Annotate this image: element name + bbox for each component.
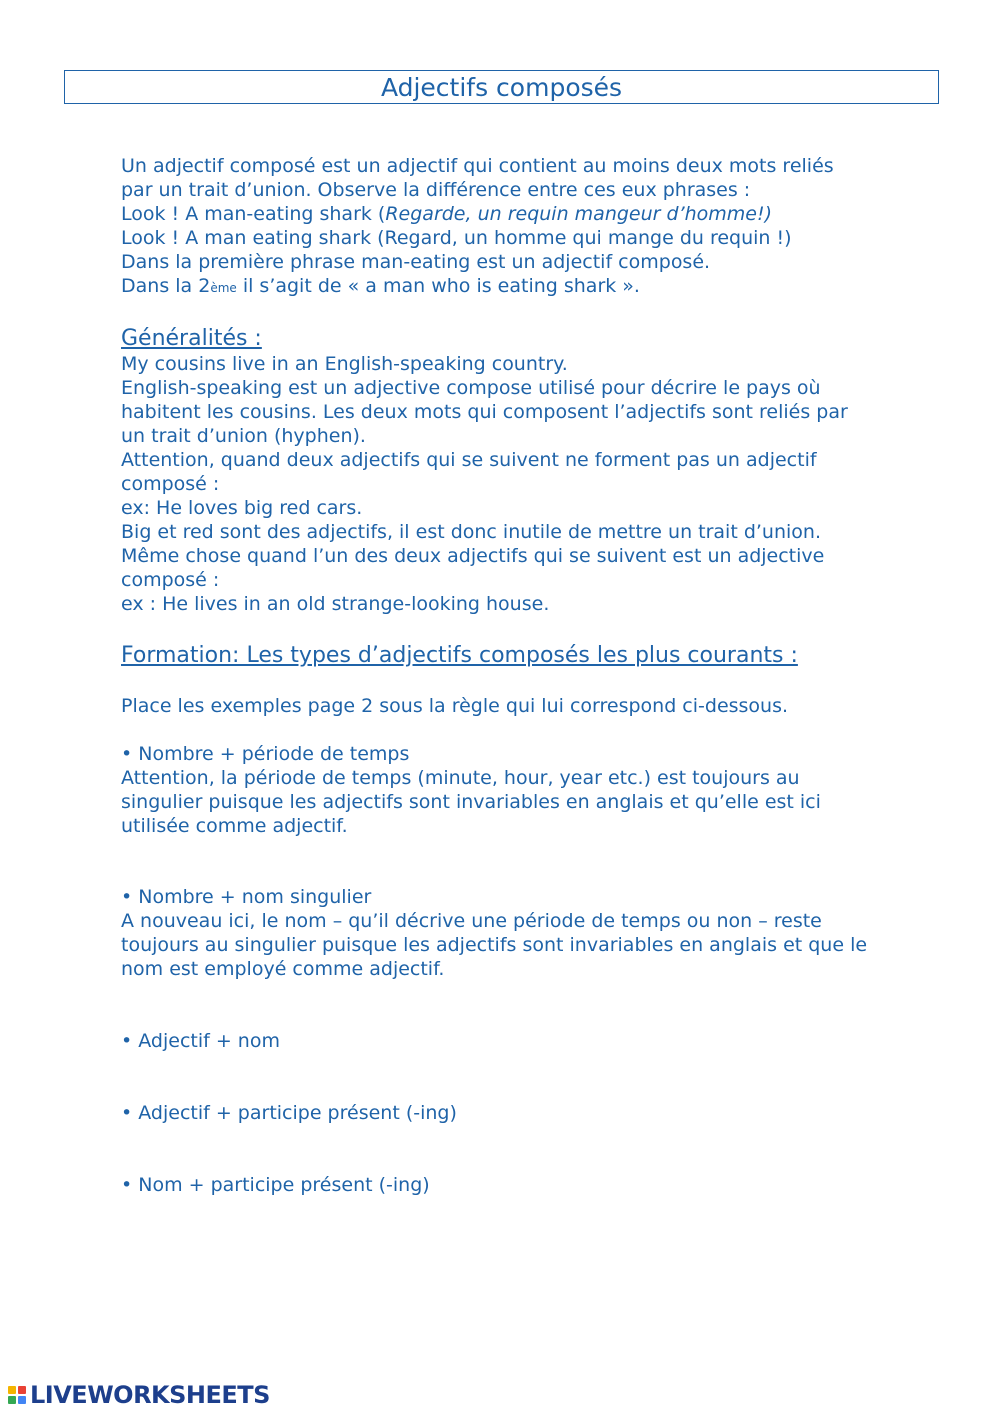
generalites-line: composé : <box>121 473 220 495</box>
intro-text: Dans la 2 <box>121 275 211 297</box>
generalites-line: un trait d’union (hyphen). <box>121 425 366 447</box>
generalites-line: ex : He lives in an old strange-looking house. <box>121 593 550 615</box>
intro-line: par un trait d’union. Observe la différence entre ces eux phrases : <box>121 179 751 201</box>
rule-adjectif-nom <box>121 1029 881 1053</box>
generalites-line: Big et red sont des adjectifs, il est donc inutile de mettre un trait d’union. <box>121 521 821 543</box>
logo-block <box>18 1386 26 1394</box>
rule-line: A nouveau ici, le nom – qu’il décrive une période de temps ou non – reste <box>121 910 822 932</box>
generalites-line: Attention, quand deux adjectifs qui se suivent ne forment pas un adjectif <box>121 449 817 471</box>
generalites-line: My cousins live in an English-speaking country. <box>121 353 568 375</box>
generalites-line: ex: He loves big red cars. <box>121 497 363 519</box>
rule-adjectif-participe <box>121 1101 881 1125</box>
rule-line: singulier puisque les adjectifs sont invariables en anglais et qu’elle est ici <box>121 791 821 813</box>
rule-line: nom est employé comme adjectif. <box>121 958 445 980</box>
formation-instruction: Place les exemples page 2 sous la règle qui lui correspond ci-dessous. <box>121 695 789 717</box>
rule-title: • Nombre + période de temps <box>121 743 410 765</box>
rule-line: utilisée comme adjectif. <box>121 815 348 837</box>
ordinal-suffix: ème <box>210 281 237 295</box>
brand-name: LIVEWORKSHEETS <box>30 1381 270 1409</box>
generalites-line: English-speaking est un adjective compose utilisé pour décrire le pays où <box>121 377 821 399</box>
intro-line: Un adjectif composé est un adjectif qui contient au moins deux mots reliés <box>121 155 834 177</box>
formation-heading-wrap <box>121 643 881 669</box>
generalites-line: composé : <box>121 569 220 591</box>
intro-section <box>121 154 881 300</box>
generalites-line: Même chose quand l’un des deux adjectifs qui se suivent est un adjective <box>121 545 825 567</box>
rule-title: • Nombre + nom singulier <box>121 886 372 908</box>
liveworksheets-logo <box>8 1382 270 1408</box>
generalites-line: habitent les cousins. Les deux mots qui composent l’adjectifs sont reliés par <box>121 401 848 423</box>
rule-title: • Nom + participe présent (-ing) <box>121 1174 430 1196</box>
colored-blocks-icon <box>8 1386 26 1404</box>
rule-title: • Adjectif + nom <box>121 1030 280 1052</box>
intro-line <box>121 274 881 300</box>
intro-example-1 <box>121 202 881 226</box>
rule-nombre-nom <box>121 885 881 981</box>
example-translation: Regarde, un requin mangeur d’homme!) <box>385 203 773 225</box>
intro-line: Dans la première phrase man-eating est un adjectif composé. <box>121 251 711 273</box>
logo-block <box>8 1386 16 1394</box>
rule-nom-participe <box>121 1173 881 1197</box>
rule-title: • Adjectif + participe présent (-ing) <box>121 1102 457 1124</box>
formation-heading: Formation: Les types d’adjectifs composés les plus courants : <box>121 643 798 668</box>
logo-block <box>18 1396 26 1404</box>
logo-block <box>8 1396 16 1404</box>
example-text: Look ! A man-eating shark ( <box>121 203 386 225</box>
formation-instruction-wrap <box>121 694 881 718</box>
rule-line: Attention, la période de temps (minute, hour, year etc.) est toujours au <box>121 767 800 789</box>
rule-line: toujours au singulier puisque les adjectifs sont invariables en anglais et que le <box>121 934 868 956</box>
intro-example-2: Look ! A man eating shark (Regard, un homme qui mange du requin !) <box>121 227 792 249</box>
generalites-section <box>121 326 881 616</box>
rule-nombre-periode <box>121 742 881 838</box>
generalites-heading: Généralités : <box>121 326 262 351</box>
page-title: Adjectifs composés <box>64 70 939 104</box>
intro-text: il s’agit de « a man who is eating shark ». <box>236 275 640 297</box>
